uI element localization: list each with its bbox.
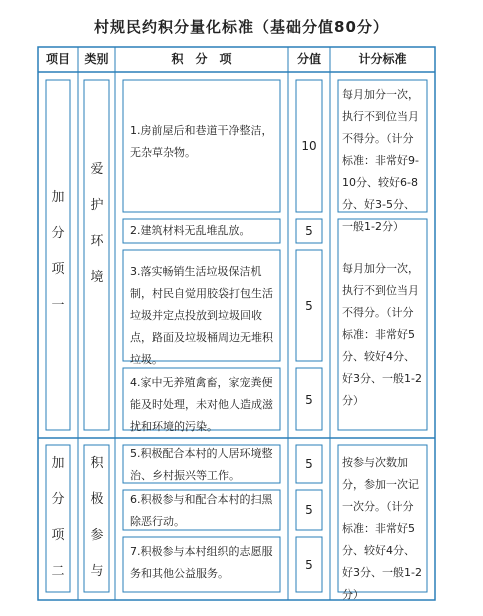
- header-points: 分值: [296, 52, 321, 66]
- points-value: 5: [305, 503, 313, 517]
- shared-standard-text: 按参与次数加分，参加一次记一次分。（计分标准：非常好5分、较好4分、好3分、一般1-2分）: [342, 456, 422, 601]
- scoring-item-text: 6.积极参与和配合本村的扫黑除恶行动。: [130, 493, 273, 528]
- scoring-item-text: 2.建筑材料无乱堆乱放。: [130, 224, 251, 237]
- points-value: 10: [301, 139, 317, 153]
- section-category-label: 爱 护 环 境: [90, 162, 104, 285]
- points-value: 5: [305, 457, 313, 471]
- shared-standard-text: 每月加分一次，执行不到位当月不得分。（计分标准：非常好5分、较好4分、好3分、一般1-2分）: [342, 262, 422, 407]
- section-item-label: 加 分 项 二: [51, 456, 65, 579]
- scoring-item-text: 4.家中无养殖禽畜，家宠粪便能及时处理，未对他人造成滋扰和环境的污染。: [130, 376, 273, 433]
- scoring-standard-text: 每月加分一次，执行不到位当月不得分。（计分标准：非常好9-10分、较好6-8分、好3-5分、一般1-2分）: [342, 88, 419, 233]
- scoring-item-text: 5.积极配合本村的人居环境整治、乡村振兴等工作。: [130, 447, 273, 482]
- section-category-label: 积 极 参 与: [90, 456, 104, 579]
- points-value: 5: [305, 393, 313, 407]
- scoring-item-text: 3.落实畅销生活垃圾保洁机制，村民自觉用胶袋打包生活垃圾并定点投放到垃圾回收点，路面及垃圾桶周边无堆积垃圾。: [130, 265, 273, 366]
- section-item-label: 加 分 项 一: [51, 190, 65, 313]
- header-standard: 计分标准: [358, 52, 407, 66]
- points-value: 5: [305, 224, 313, 238]
- scoring-item-text: 1.房前屋后和巷道干净整洁，无杂草杂物。: [130, 124, 273, 159]
- header-category: 类别: [84, 52, 109, 66]
- scoring-item-text: 7.积极参与本村组织的志愿服务和其他公益服务。: [130, 545, 273, 580]
- header-scoring-item: 积 分 项: [171, 52, 232, 66]
- points-value: 5: [305, 299, 313, 313]
- document-title: 村规民约积分量化标准（基础分值80分）: [94, 18, 389, 36]
- points-value: 5: [305, 558, 313, 572]
- header-item: 项目: [45, 52, 70, 66]
